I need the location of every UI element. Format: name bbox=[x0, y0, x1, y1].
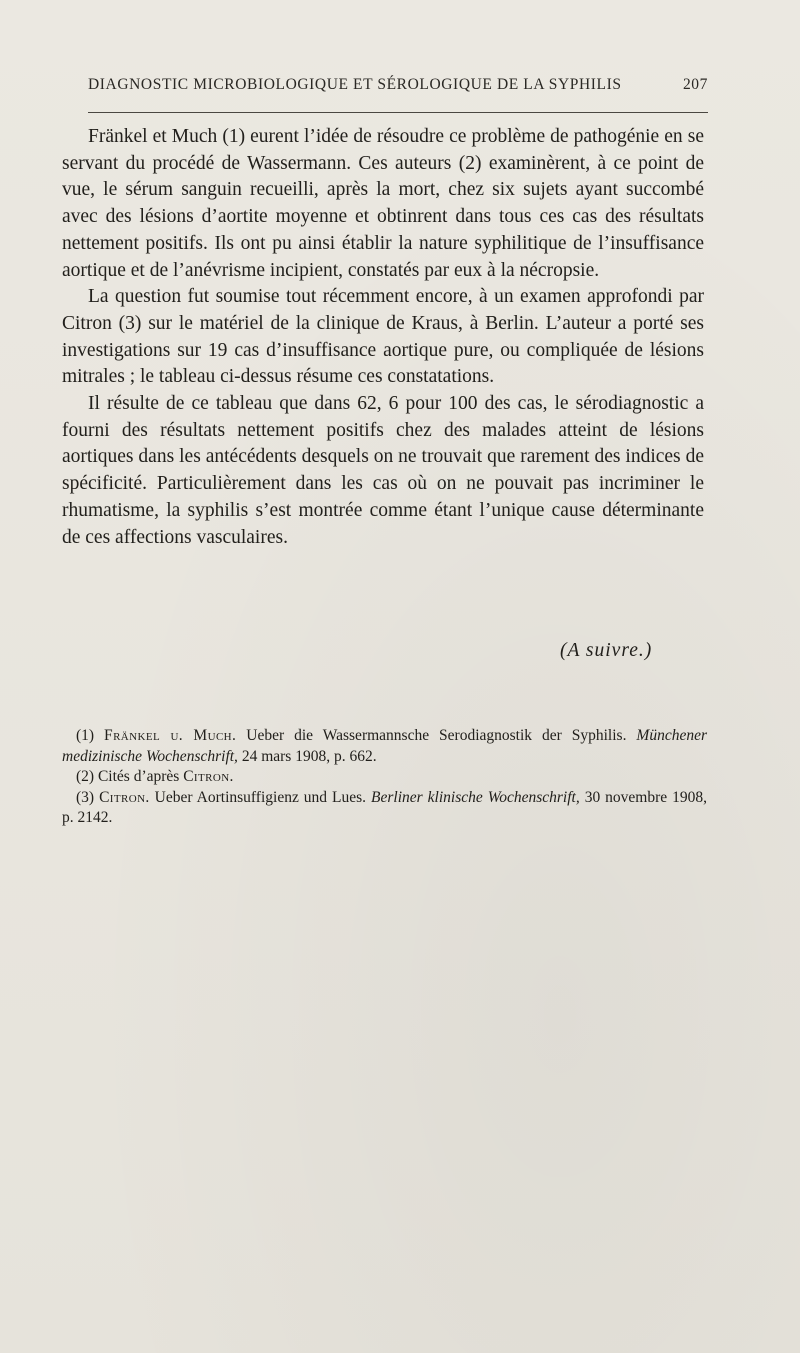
footnote-1 bbox=[62, 726, 707, 767]
paragraph-3: Il résulte de ce tableau que dans 62, 6 pour 100 des cas, le sérodiagnostic a fourni des résultats nettement positifs chez des malades atteint de lésions aortiques dans les antécédents desquels on ne trouvait que rarement des indices de spécificité. Particulièrement dans les cas où on ne pouvait pas incriminer le rhumatisme, la syphilis s’est montrée comme étant l’unique cause déterminante de ces affections vasculaires. bbox=[62, 393, 704, 548]
paragraph-2: La question fut soumise tout récemment encore, à un examen approfondi par Citron (3) sur le matériel de la clinique de Kraus, à Berlin. L’auteur a porté ses investigations sur 19 cas d’insuffisance aortique pure, ou compliquée de lésions mitrales ; le tableau ci-dessus résume ces constatations. bbox=[62, 286, 704, 388]
footnote-authors: Citron. bbox=[183, 768, 234, 785]
footnotes bbox=[62, 726, 707, 829]
to-be-continued: (A suivre.) bbox=[560, 640, 653, 661]
footnote-journal: Münchener medizinische Wochenschrift, bbox=[62, 727, 708, 765]
footnote-2 bbox=[62, 767, 707, 788]
header-rule bbox=[88, 112, 708, 113]
running-title: DIAGNOSTIC MICROBIOLOGIQUE ET SÉROLOGIQUE DE LA SYPHILIS bbox=[88, 76, 622, 93]
paragraph-1: Fränkel et Much (1) eurent l’idée de résoudre ce problème de pathogénie en se servant du procédé de Wassermann. Ces auteurs (2) examinèrent, à ce point de vue, le sérum sanguin recueilli, après la mort, chez six sujets ayant succombé avec des lésions d’aortite moyenne et obtinrent dans tous ces cas des résultats nettement positifs. Ils ont pu ainsi établir la nature syphilitique de l’insuffisance aortique et de l’anévrisme incipient, constatés par eux à la nécropsie. bbox=[62, 126, 704, 281]
running-head bbox=[88, 76, 708, 94]
footnote-authors: Citron. bbox=[99, 788, 150, 806]
main-text bbox=[62, 124, 704, 551]
footnote-details: 24 mars 1908, p. 662. bbox=[241, 747, 377, 765]
page-number: 207 bbox=[682, 76, 708, 93]
footnote-mark: (1) bbox=[76, 727, 95, 744]
footnote-mark: (2) bbox=[76, 768, 95, 785]
footnote-mark: (3) bbox=[76, 788, 95, 806]
footnote-title: Ueber die Wassermannsche Serodiagnostik der Syphilis. bbox=[246, 727, 627, 744]
footnote-3 bbox=[62, 788, 707, 829]
footnote-details: 30 novembre 1908, p. 2142. bbox=[62, 788, 708, 826]
footnote-text: Cités d’après bbox=[97, 768, 180, 785]
footnote-title: Ueber Aortinsuffigienz und Lues. bbox=[154, 788, 367, 806]
footnote-journal: Berliner klinische Wochenschrift, bbox=[371, 788, 580, 806]
footnote-authors: Fränkel u. Much. bbox=[104, 727, 237, 744]
